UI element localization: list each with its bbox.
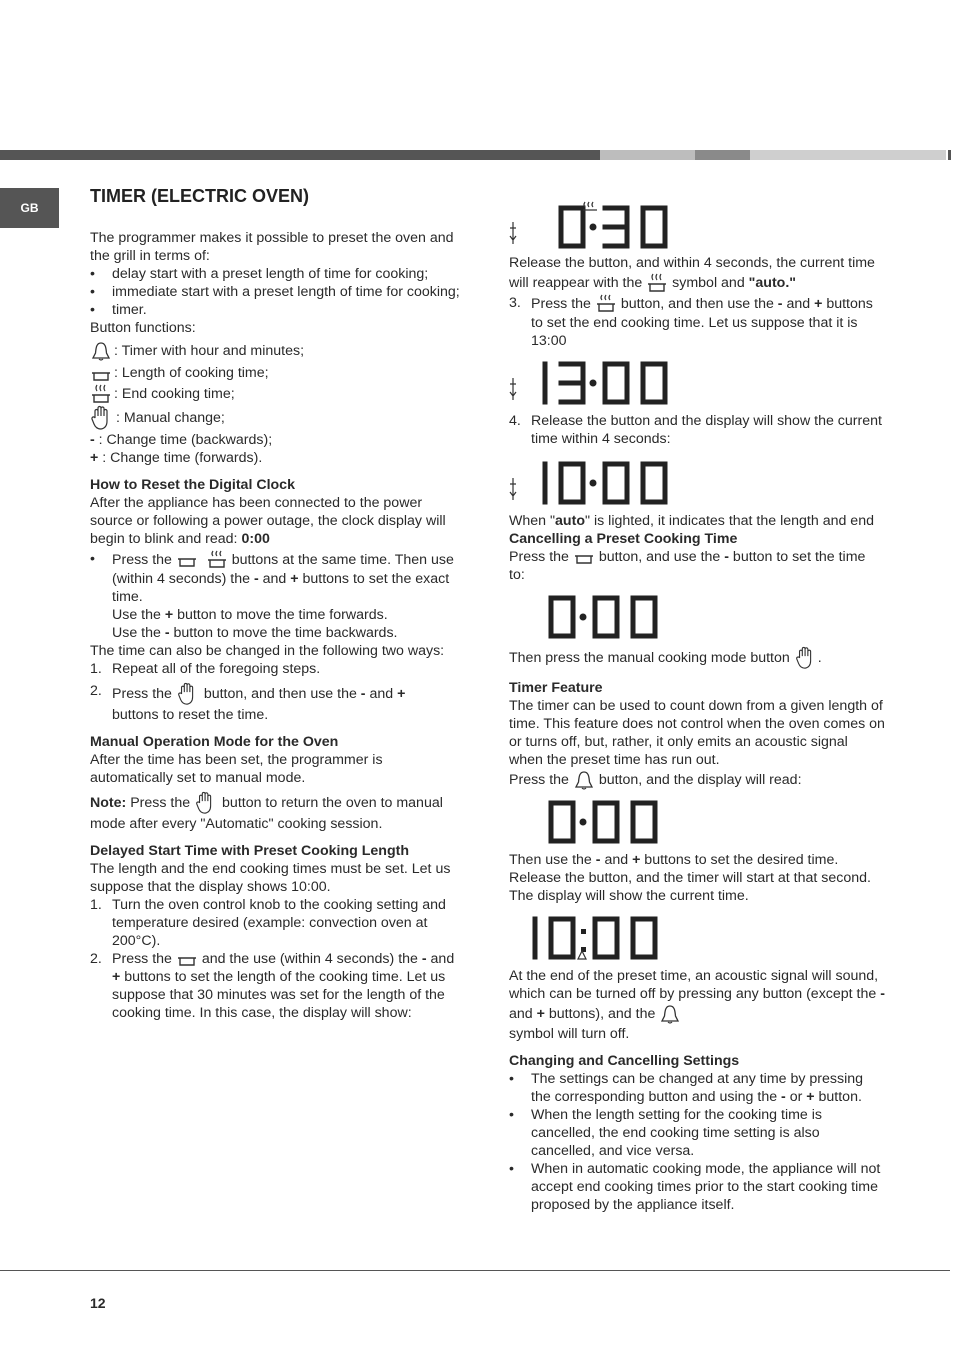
then-manual-text: Then press the manual cooking mode button . xyxy=(509,646,885,670)
pot-icon xyxy=(573,549,595,565)
lcd-display xyxy=(509,590,709,646)
reset-text: After the appliance has been connected to the power source or following a power outage, the clock display will begin to blink and read: 0:00 xyxy=(90,495,446,547)
bell-icon xyxy=(659,1003,681,1025)
timer-press-text: Press the button, and the display will read: xyxy=(509,769,885,791)
pot-steam-icon xyxy=(595,294,617,314)
left-column xyxy=(90,185,465,1022)
list-item: • timer. xyxy=(90,302,147,318)
then-use-text: Then use the - and + buttons to set the desired time. Release the button, and the timer will start at that second. The display will show the current time. xyxy=(509,852,871,904)
probe-icon xyxy=(510,478,516,500)
bell-icon xyxy=(573,769,595,791)
delayed-heading: Delayed Start Time with Preset Cooking Length xyxy=(90,843,410,859)
pot-steam-icon xyxy=(646,272,668,294)
lcd-display xyxy=(509,795,709,851)
pot-steam-icon xyxy=(206,550,228,570)
pot-icon xyxy=(176,951,198,967)
function-minus: - : Change time (backwards); xyxy=(90,432,273,448)
manual-note: Note: Press the button to return the oven to manual mode after every "Automatic" cooking session. xyxy=(90,791,465,833)
list-item: 2. Press the button, and then use the - and + buttons to reset the time. xyxy=(90,683,406,723)
reset-heading: How to Reset the Digital Clock xyxy=(90,477,295,493)
manual-text: After the time has been set, the programmer is automatically set to manual mode. xyxy=(90,752,383,786)
list-item: • immediate start with a preset length of time for cooking; xyxy=(90,284,460,300)
also-text: The time can also be changed in the following two ways: xyxy=(90,643,445,659)
probe-icon xyxy=(510,222,516,244)
pot-steam-icon xyxy=(90,383,112,405)
hand-icon xyxy=(176,682,200,706)
pot-icon xyxy=(90,363,112,383)
list-item: • Press the buttons at the same time. Then use (within 4 seconds) the - and + buttons to set the exact time. Use the + button to move the time forwards. Use the - button to move the time backwards. xyxy=(90,551,454,641)
function-timer: : Timer with hour and minutes; xyxy=(90,340,465,362)
release-text: Release the button, and within 4 seconds, the current time will reappear with the symbol and "auto." xyxy=(509,254,885,294)
auto-text: When "auto" is lighted, it indicates that the length and end Cancelling a Preset Cooking Time xyxy=(509,513,874,547)
list-item: • When the length setting for the cooking time is cancelled, the end cooking time setting is also cancelled, and vice versa. xyxy=(509,1107,823,1159)
hand-icon xyxy=(194,791,218,815)
list-item: • When in automatic cooking mode, the appliance will not accept end cooking times prior to the start cooking time proposed by the appliance itself. xyxy=(509,1161,881,1213)
timer-text: The timer can be used to count down from a given length of time. This feature does not control when the oven comes on or turns off, but, rather, it only emits an acoustic signal when the preset time has run out. xyxy=(509,698,885,768)
list-item: 1. Turn the oven control knob to the cooking setting and temperature desired (example: convection oven at 200°C). xyxy=(90,897,446,949)
intro-text: The programmer makes it possible to preset the oven and the grill in terms of: xyxy=(90,230,454,264)
top-color-bar xyxy=(0,150,954,160)
lcd-display xyxy=(509,456,709,512)
list-item: 1. Repeat all of the foregoing steps. xyxy=(90,661,321,677)
changing-heading: Changing and Cancelling Settings xyxy=(509,1053,740,1069)
function-manual: : Manual change; xyxy=(90,405,465,431)
bell-icon xyxy=(578,951,586,959)
list-item: • The settings can be changed at any time by pressing the corresponding button and using the - or + button. xyxy=(509,1071,864,1105)
timer-heading: Timer Feature xyxy=(509,680,603,696)
function-end: : End cooking time; xyxy=(90,383,465,405)
hand-icon xyxy=(794,646,818,670)
list-item: 4. Release the button and the display will show the current time within 4 seconds: xyxy=(509,413,882,447)
function-length: : Length of cooking time; xyxy=(90,362,465,383)
probe-icon xyxy=(510,378,516,400)
pot-icon xyxy=(176,552,198,568)
list-item: • delay start with a preset length of time for cooking; xyxy=(90,266,429,282)
bell-icon xyxy=(90,340,112,362)
right-column xyxy=(509,200,885,1214)
lcd-display xyxy=(509,911,709,967)
page-title: TIMER (ELECTRIC OVEN) xyxy=(90,186,309,206)
function-plus: + : Change time (forwards). xyxy=(90,450,263,466)
end-text: At the end of the preset time, an acoustic signal will sound, which can be turned off by pressing any button (except the - and + buttons), and the symbol will turn off. xyxy=(509,968,885,1042)
button-functions-label: Button functions: xyxy=(90,320,196,336)
footer-rule xyxy=(0,1270,950,1271)
lcd-display xyxy=(509,200,709,254)
cancel-text: Press the button, and use the - button to set the time to: xyxy=(509,549,866,583)
language-tab: GB xyxy=(0,188,59,228)
lcd-display xyxy=(509,356,709,412)
delayed-text: The length and the end cooking times must be set. Let us suppose that the display shows 10:00. xyxy=(90,861,451,895)
list-item: 2. Press the and the use (within 4 seconds) the - and + buttons to set the length of the cooking time. Let us suppose that 30 minutes was set for the length of the cooking time. In this case, the display will show: xyxy=(90,951,455,1021)
list-item: 3. Press the button, and then use the - and + buttons to set the end cooking time. Let us suppose that it is 13:00 xyxy=(509,295,873,349)
hand-icon xyxy=(90,405,114,431)
manual-heading: Manual Operation Mode for the Oven xyxy=(90,734,339,750)
page-number: 12 xyxy=(90,1295,106,1311)
